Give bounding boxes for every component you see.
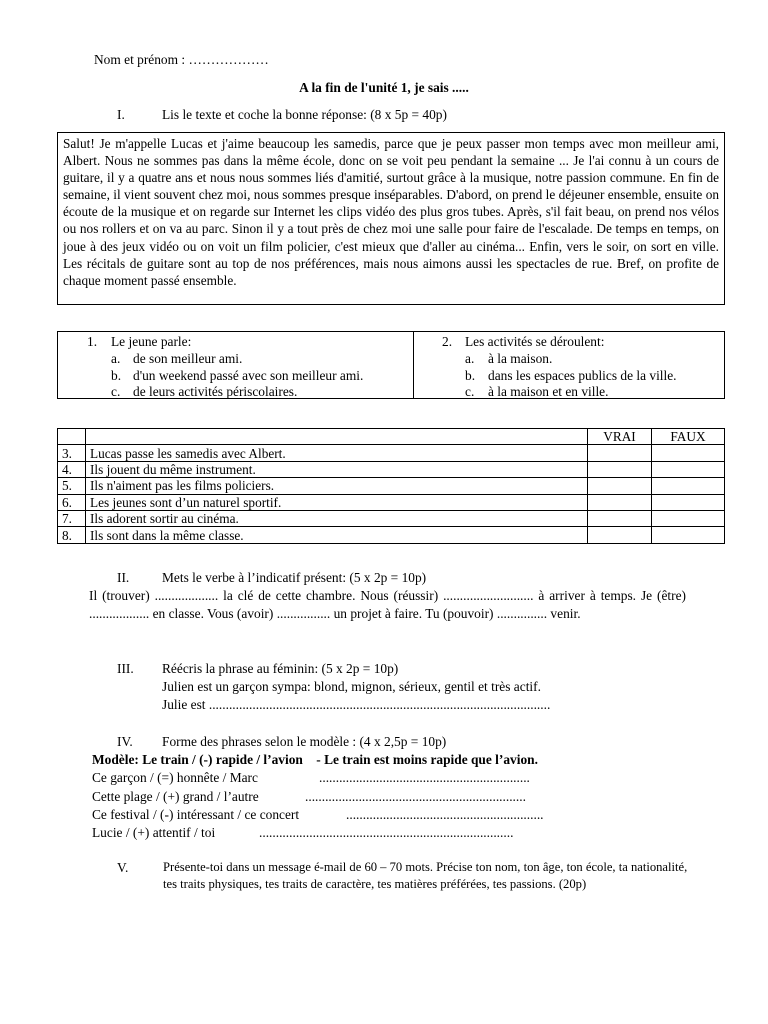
section-4-prompt: Ce festival / (-) intéressant / ce concert bbox=[92, 807, 300, 822]
mcq-question-number: 1. bbox=[87, 334, 98, 349]
section-4-answer-line[interactable]: ............................................................................ bbox=[259, 825, 514, 840]
section-5-numeral: V. bbox=[117, 860, 129, 875]
row-statement: Ils adorent sortir au cinéma. bbox=[86, 510, 588, 526]
page-title: A la fin de l'unité 1, je sais ..... bbox=[299, 80, 469, 95]
row-statement: Ils sont dans la même classe. bbox=[86, 527, 588, 543]
faux-checkbox-cell[interactable] bbox=[652, 510, 725, 526]
section-4-answer-line[interactable]: ........................................................... bbox=[346, 807, 544, 822]
section-4-instruction: Forme des phrases selon le modèle : (4 x 2,5p = 10p) bbox=[162, 734, 447, 749]
mcq-table bbox=[57, 331, 725, 399]
section-4-answer-line[interactable]: ............................................................... bbox=[319, 770, 530, 785]
section-3-answer-line[interactable]: Julie est ...................................................................................................... bbox=[162, 697, 551, 712]
mcq-option-letter: b. bbox=[465, 368, 476, 383]
row-statement: Ils jouent du même instrument. bbox=[86, 461, 588, 477]
header-vrai: VRAI bbox=[588, 429, 652, 445]
faux-checkbox-cell[interactable] bbox=[652, 461, 725, 477]
row-number: 4. bbox=[58, 461, 86, 477]
table-row bbox=[58, 445, 725, 461]
mcq-option-letter: a. bbox=[465, 351, 475, 366]
mcq-option-letter: a. bbox=[111, 351, 121, 366]
row-statement: Lucas passe les samedis avec Albert. bbox=[86, 445, 588, 461]
mcq-option-2c[interactable]: à la maison et en ville. bbox=[488, 384, 609, 399]
header-faux: FAUX bbox=[652, 429, 725, 445]
table-header-row bbox=[58, 429, 725, 445]
section-4-prompt: Cette plage / (+) grand / l’autre bbox=[92, 789, 259, 804]
faux-checkbox-cell[interactable] bbox=[652, 445, 725, 461]
mcq-option-letter: c. bbox=[111, 384, 121, 399]
section-1-numeral: I. bbox=[117, 107, 125, 122]
reading-text: Salut! Je m'appelle Lucas et j'aime beaucoup les samedis, parce que je peux passer mon temps avec mon meilleur ami, Albert. Nous ne sommes pas dans la même école, donc on se voit peu pendant la semaine ... Je l'ai connu à un cours de guitare, il y a quatre ans et nous nous sommes liés d'amitié, surtout grâce à la musique, notre passion commune. En fin de semaine, il vient souvent chez moi, nous sommes presque inséparables. D'abord, on prend le déjeuner ensemble, ensuite on écoute de la musique et on regarde sur Internet les clips vidéo des plus gros tubes. Après, s'il fait beau, on prend nos vélos ou nos rollers et on va au parc. Sinon il y a tout près de chez moi une salle pour faire de l'escalade. De temps en temps, on joue à des jeux vidéo ou on voit un film policier, c'est mieux que d'aller au cinéma... Enfin, vers le soir, on sort en ville. Les récitals de guitare sont au top de nos préférences, mais nous aimons aussi les spectacles de rue. Bref, on profite de chaque moment passé ensemble. bbox=[63, 136, 719, 288]
table-row bbox=[58, 478, 725, 494]
mcq-option-letter: c. bbox=[465, 384, 475, 399]
section-2-exercise[interactable]: Il (trouver) ................... la clé de cette chambre. Nous (réussir) ........................... à arriver à temps. Je (être) .................. en classe. Vous (avoir) ................ un projet à faire. Tu (pouvoir) ............... venir. bbox=[89, 588, 686, 621]
mcq-option-1b[interactable]: d'un weekend passé avec son meilleur ami. bbox=[133, 368, 364, 383]
mcq-option-2a[interactable]: à la maison. bbox=[488, 351, 553, 366]
section-4-numeral: IV. bbox=[117, 734, 133, 749]
mcq-question-text: Les activités se déroulent: bbox=[465, 334, 605, 349]
section-4-prompt: Ce garçon / (=) honnête / Marc bbox=[92, 770, 258, 785]
faux-checkbox-cell[interactable] bbox=[652, 494, 725, 510]
row-statement: Ils n'aiment pas les films policiers. bbox=[86, 478, 588, 494]
section-5-instruction: Présente-toi dans un message é-mail de 60 – 70 mots. Précise ton nom, ton âge, ton école, ta nationalité, tes traits physiques, tes traits de caractère, tes matières préférées, tes passions. (20p) bbox=[163, 860, 688, 891]
mcq-question-text: Le jeune parle: bbox=[111, 334, 192, 349]
row-statement: Les jeunes sont d’un naturel sportif. bbox=[86, 494, 588, 510]
table-row bbox=[58, 527, 725, 543]
row-number: 8. bbox=[58, 527, 86, 543]
mcq-option-2b[interactable]: dans les espaces publics de la ville. bbox=[488, 368, 677, 383]
vrai-checkbox-cell[interactable] bbox=[588, 461, 652, 477]
section-4-prompt: Lucie / (+) attentif / toi bbox=[92, 825, 216, 840]
table-row bbox=[58, 461, 725, 477]
vrai-checkbox-cell[interactable] bbox=[588, 494, 652, 510]
section-3-numeral: III. bbox=[117, 661, 134, 676]
name-field-label: Nom et prénom : ……………… bbox=[94, 52, 269, 67]
header-cell-empty bbox=[58, 429, 86, 445]
vrai-checkbox-cell[interactable] bbox=[588, 527, 652, 543]
vrai-checkbox-cell[interactable] bbox=[588, 510, 652, 526]
reading-text-box bbox=[57, 132, 725, 305]
table-row bbox=[58, 494, 725, 510]
true-false-table bbox=[57, 428, 725, 544]
mcq-option-1a[interactable]: de son meilleur ami. bbox=[133, 351, 243, 366]
row-number: 5. bbox=[58, 478, 86, 494]
section-3-instruction: Réécris la phrase au féminin: (5 x 2p = 10p) bbox=[162, 661, 399, 676]
mcq-option-letter: b. bbox=[111, 368, 122, 383]
table-row bbox=[58, 510, 725, 526]
mcq-option-1c[interactable]: de leurs activités périscolaires. bbox=[133, 384, 298, 399]
header-cell-empty bbox=[86, 429, 588, 445]
faux-checkbox-cell[interactable] bbox=[652, 527, 725, 543]
vrai-checkbox-cell[interactable] bbox=[588, 478, 652, 494]
faux-checkbox-cell[interactable] bbox=[652, 478, 725, 494]
section-3-sentence: Julien est un garçon sympa: blond, mignon, sérieux, gentil et très actif. bbox=[162, 679, 541, 694]
section-4-model: Modèle: Le train / (-) rapide / l’avion - Le train est moins rapide que l’avion. bbox=[92, 752, 538, 767]
section-4-answer-line[interactable]: .................................................................. bbox=[305, 789, 526, 804]
section-2-instruction: Mets le verbe à l’indicatif présent: (5 x 2p = 10p) bbox=[162, 570, 427, 585]
mcq-question-number: 2. bbox=[442, 334, 453, 349]
mcq-question-1 bbox=[58, 332, 414, 398]
section-2-numeral: II. bbox=[117, 570, 130, 585]
mcq-question-2 bbox=[414, 332, 724, 398]
row-number: 7. bbox=[58, 510, 86, 526]
row-number: 3. bbox=[58, 445, 86, 461]
section-1-instruction: Lis le texte et coche la bonne réponse: (8 x 5p = 40p) bbox=[162, 107, 447, 122]
row-number: 6. bbox=[58, 494, 86, 510]
vrai-checkbox-cell[interactable] bbox=[588, 445, 652, 461]
